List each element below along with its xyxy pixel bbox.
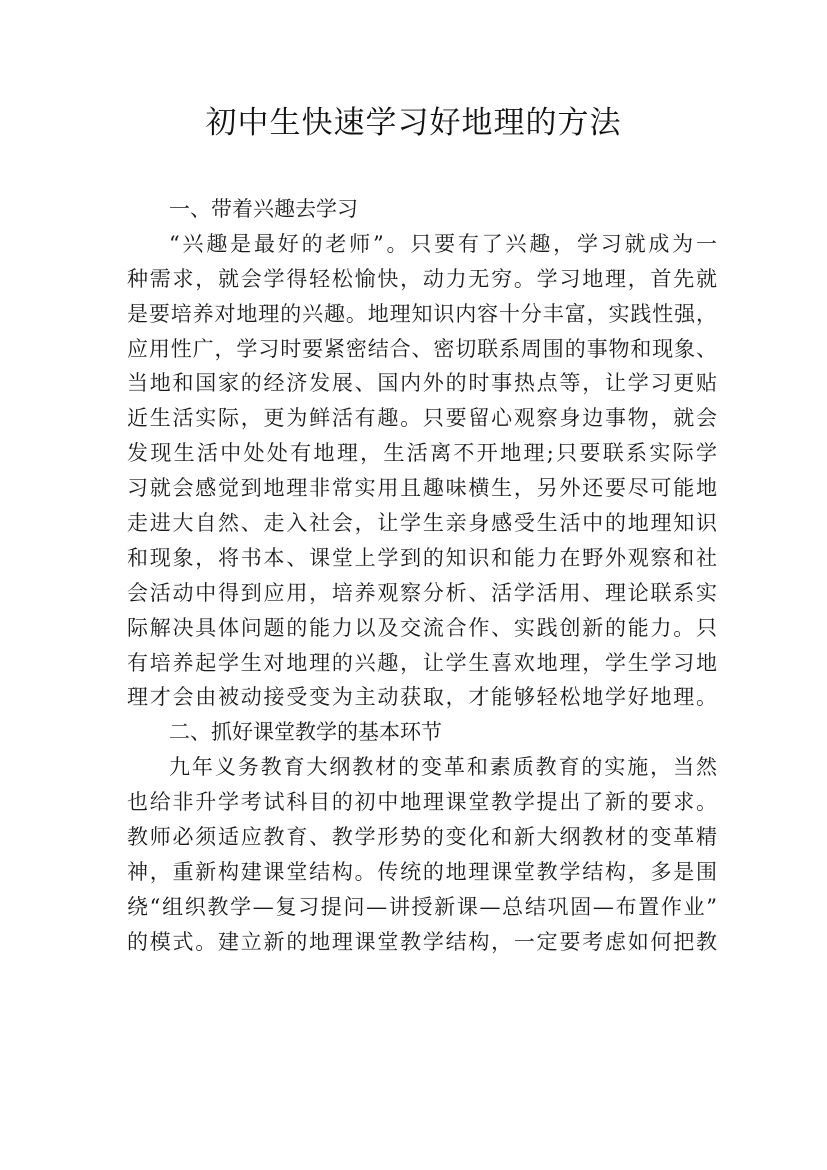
- paragraph-line: 是要培养对地理的兴趣。地理知识内容十分丰富，实践性强，: [127, 301, 717, 326]
- paragraph-line: 种需求，就会学得轻松愉快，动力无穷。学习地理，首先就: [127, 266, 717, 291]
- paragraph-line: 习就会感觉到地理非常实用且趣味横生，另外还要尽可能地: [127, 476, 717, 501]
- paragraph-line: 教师必须适应教育、教学形势的变化和新大纲教材的变革精: [127, 825, 717, 850]
- section-heading-1: 一、带着兴趣去学习: [169, 197, 358, 221]
- section-heading-2: 二、抓好课堂教学的基本环节: [169, 720, 442, 745]
- paragraph-line: 有培养起学生对地理的兴趣，让学生喜欢地理，学生学习地: [127, 650, 717, 675]
- paragraph-line: 近生活实际，更为鲜活有趣。只要留心观察身边事物，就会: [127, 406, 717, 431]
- paragraph-line: 九年义务教育大纲教材的变革和素质教育的实施，当然: [169, 755, 717, 780]
- paragraph-line: 走进大自然、走入社会，让学生亲身感受生活中的地理知识: [127, 511, 717, 536]
- paragraph-line: 会活动中得到应用，培养观察分析、活学活用、理论联系实: [127, 580, 717, 605]
- paragraph-line: 应用性广，学习时要紧密结合、密切联系周围的事物和现象、: [127, 336, 717, 361]
- paragraph-line: “兴趣是最好的老师”。只要有了兴趣，学习就成为一: [169, 231, 717, 256]
- document-body: [127, 192, 717, 960]
- paragraph-line: 理才会由被动接受变为主动获取，才能够轻松地学好地理。: [127, 685, 717, 710]
- document-title: 初中生快速学习好地理的方法: [205, 105, 622, 141]
- paragraph-line: 神，重新构建课堂结构。传统的地理课堂教学结构，多是围: [127, 859, 717, 884]
- paragraph-line: 和现象，将书本、课堂上学到的知识和能力在野外观察和社: [127, 545, 717, 570]
- paragraph-line: 的模式。建立新的地理课堂教学结构，一定要考虑如何把教: [127, 929, 717, 954]
- paragraph-line: 当地和国家的经济发展、国内外的时事热点等，让学习更贴: [127, 371, 717, 396]
- paragraph-line: 也给非升学考试科目的初中地理课堂教学提出了新的要求。: [127, 790, 717, 815]
- paragraph-line: 绕“组织教学—复习提问—讲授新课—总结巩固—布置作业”: [127, 894, 717, 919]
- paragraph-line: 际解决具体问题的能力以及交流合作、实践创新的能力。只: [127, 615, 717, 640]
- paragraph-line: 发现生活中处处有地理，生活离不开地理;只要联系实际学: [127, 441, 717, 466]
